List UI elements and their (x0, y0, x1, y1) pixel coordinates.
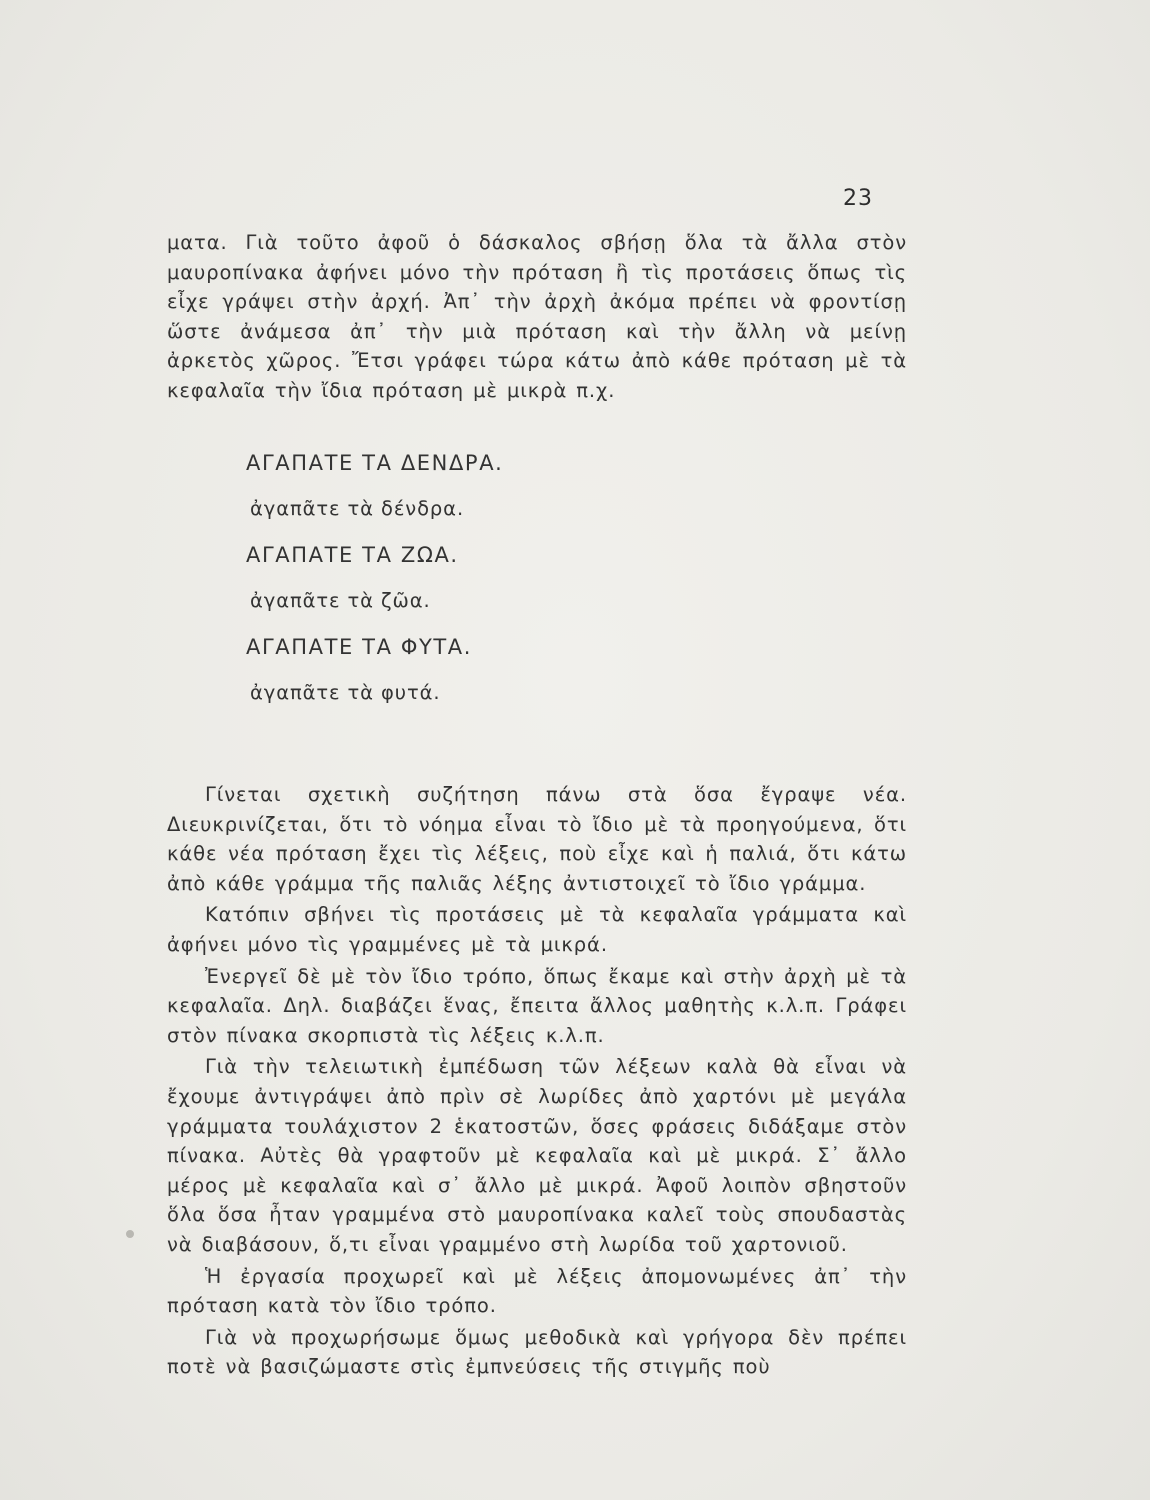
body-paragraphs (167, 780, 907, 1384)
top-paragraph-block (167, 228, 907, 406)
paragraph: Γιὰ νὰ προχωρήσωμε ὅμως μεθοδικὰ καὶ γρήγορα δὲν πρέπει ποτὲ νὰ βασιζώμαστε στὶς ἐμπνεύσεις τῆς στιγμῆς ποὺ (167, 1325, 907, 1379)
paragraph: Γιὰ τὴν τελειωτικὴ ἐμπέδωση τῶν λέξεων καλὰ θὰ εἶναι νὰ ἔχουμε ἀντιγράψει ἀπὸ πρὶν σὲ λωρίδες ἀπὸ χαρτόνι μὲ μεγάλα γράμματα τουλάχιστον 2 ἑκατοστῶν, ὅσες φράσεις διδάξαμε στὸν πίνακα. Αὐτὲς θὰ γραφτοῦν μὲ κεφαλαῖα καὶ μὲ μικρά. Σ᾽ ἄλλο μέρος μὲ κεφαλαῖα καὶ σ᾽ ἄλλο μὲ μικρά. Ἀφοῦ λοιπὸν σβηστοῦν ὅλα ὅσα ἦταν γραμμένα στὸ μαυροπίνακα καλεῖ τοὺς σπουδαστὰς νὰ διαβάσουν, ὅ,τι εἶναι γραμμένο στὴ λωρίδα τοῦ χαρτονιοῦ. (167, 1055, 907, 1256)
example-uppercase-2: ΑΓΑΠΑΤΕ ΤΑ ΖΩΑ. (246, 543, 459, 567)
example-uppercase-3: ΑΓΑΠΑΤΕ ΤΑ ΦΥΤΑ. (246, 635, 473, 659)
example-lowercase-3: ἀγαπᾶτε τὰ φυτά. (250, 681, 441, 704)
paragraph: Ἡ ἐργασία προχωρεῖ καὶ μὲ λέξεις ἀπομονωμένες ἀπ᾽ τὴν πρόταση κατὰ τὸν ἴδιο τρόπο. (167, 1264, 907, 1318)
example-uppercase-1: ΑΓΑΠΑΤΕ ΤΑ ΔΕΝΔΡΑ. (246, 451, 504, 475)
page-number: 23 (843, 186, 873, 211)
example-lowercase-1: ἀγαπᾶτε τὰ δένδρα. (250, 497, 465, 520)
example-lowercase-2: ἀγαπᾶτε τὰ ζῶα. (250, 589, 431, 612)
paragraph: Κατόπιν σβήνει τὶς προτάσεις μὲ τὰ κεφαλαῖα γράμματα καὶ ἀφήνει μόνο τὶς γραμμένες μὲ τὰ μικρά. (167, 903, 907, 956)
example-sentences (246, 440, 503, 716)
paper-speck (126, 1230, 134, 1238)
paragraph-continued: ματα. Γιὰ τοῦτο ἀφοῦ ὁ δάσκαλος σβήσῃ ὅλα τὰ ἄλλα στὸν μαυροπίνακα ἀφήνει μόνο τὴν πρόταση ἢ τὶς προτάσεις ὅπως τὶς εἶχε γράψει στὴν ἀρχή. Ἀπ᾽ τὴν ἀρχὴ ἀκόμα πρέπει νὰ φροντίσῃ ὥστε ἀνάμεσα ἀπ᾽ τὴν μιὰ πρόταση καὶ τὴν ἄλλη νὰ μείνῃ ἀρκετὸς χῶρος. Ἔτσι γράφει τώρα κάτω ἀπὸ κάθε πρόταση μὲ τὰ κεφαλαῖα τὴν ἴδια πρόταση μὲ μικρὰ π.χ. (167, 231, 907, 402)
paragraph: Ἐνεργεῖ δὲ μὲ τὸν ἴδιο τρόπο, ὅπως ἔκαμε καὶ στὴν ἀρχὴ μὲ τὰ κεφαλαῖα. Δηλ. διαβάζει ἕνας, ἔπειτα ἄλλος μαθητὴς κ.λ.π. Γράφει στὸν πίνακα σκορπιστὰ τὶς λέξεις κ.λ.π. (167, 964, 907, 1047)
paragraph: Γίνεται σχετικὴ συζήτηση πάνω στὰ ὅσα ἔγραψε νέα. Διευκρινίζεται, ὅτι τὸ νόημα εἶναι τὸ ἴδιο μὲ τὰ προηγούμενα, ὅτι κάθε νέα πρόταση ἔχει τὶς λέξεις, ποὺ εἶχε καὶ ἡ παλιά, ὅτι κάτω ἀπὸ κάθε γράμμα τῆς παλιᾶς λέξης ἀντιστοιχεῖ τὸ ἴδιο γράμμα. (167, 783, 907, 895)
